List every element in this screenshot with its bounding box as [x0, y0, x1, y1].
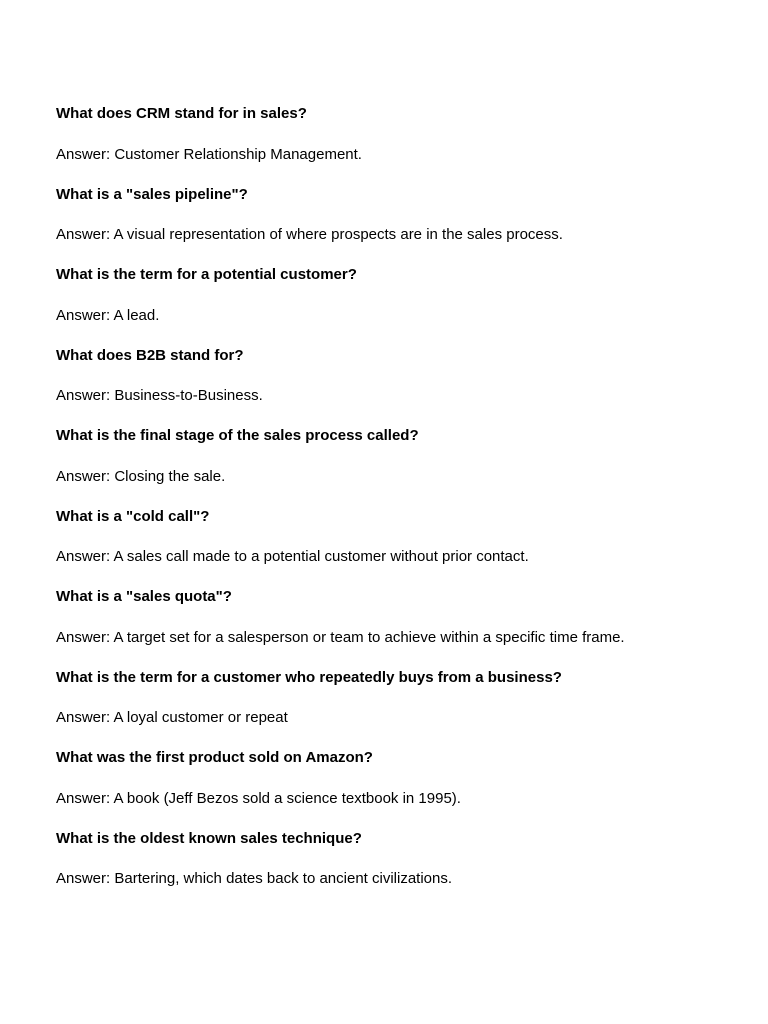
- answer-text: Answer: Business-to-Business.: [56, 387, 263, 404]
- question-text: What does CRM stand for in sales?: [56, 105, 307, 122]
- qa-item-7: [56, 587, 728, 648]
- question-text: What was the first product sold on Amazon?: [56, 749, 373, 766]
- answer-text: Answer: Customer Relationship Management.: [56, 145, 362, 163]
- answer-text: Answer: A loyal customer or repeat: [56, 709, 288, 726]
- qa-item-8: [56, 668, 728, 729]
- question-text: What is the term for a potential customer?: [56, 266, 357, 283]
- question-text: What is the term for a customer who repeatedly buys from a business?: [56, 668, 562, 686]
- answer-text: Answer: Bartering, which dates back to ancient civilizations.: [56, 870, 453, 887]
- qa-item-9: [56, 748, 728, 809]
- question-text: What is a "cold call"?: [56, 507, 210, 525]
- question-text: What is the final stage of the sales process called?: [56, 427, 419, 444]
- qa-item-5: [56, 426, 728, 487]
- answer-text: Answer: Closing the sale.: [56, 467, 226, 485]
- qa-item-2: [56, 185, 728, 246]
- answer-text: Answer: A visual representation of where prospects are in the sales process.: [56, 226, 563, 243]
- answer-text: Answer: A sales call made to a potential customer without prior contact.: [56, 548, 529, 565]
- question-text: What does B2B stand for?: [56, 346, 244, 364]
- answer-text: Answer: A lead.: [56, 306, 160, 324]
- qa-item-1: [56, 104, 728, 165]
- answer-text: Answer: A target set for a salesperson or team to achieve within a specific time frame.: [56, 628, 625, 646]
- question-text: What is a "sales quota"?: [56, 588, 232, 605]
- document-page: [56, 104, 728, 909]
- question-text: What is a "sales pipeline"?: [56, 185, 248, 203]
- qa-item-10: [56, 829, 728, 890]
- qa-item-3: [56, 265, 728, 326]
- answer-text: Answer: A book (Jeff Bezos sold a science textbook in 1995).: [56, 789, 461, 807]
- qa-item-6: [56, 507, 728, 568]
- qa-item-4: [56, 346, 728, 407]
- question-text: What is the oldest known sales technique?: [56, 829, 362, 847]
